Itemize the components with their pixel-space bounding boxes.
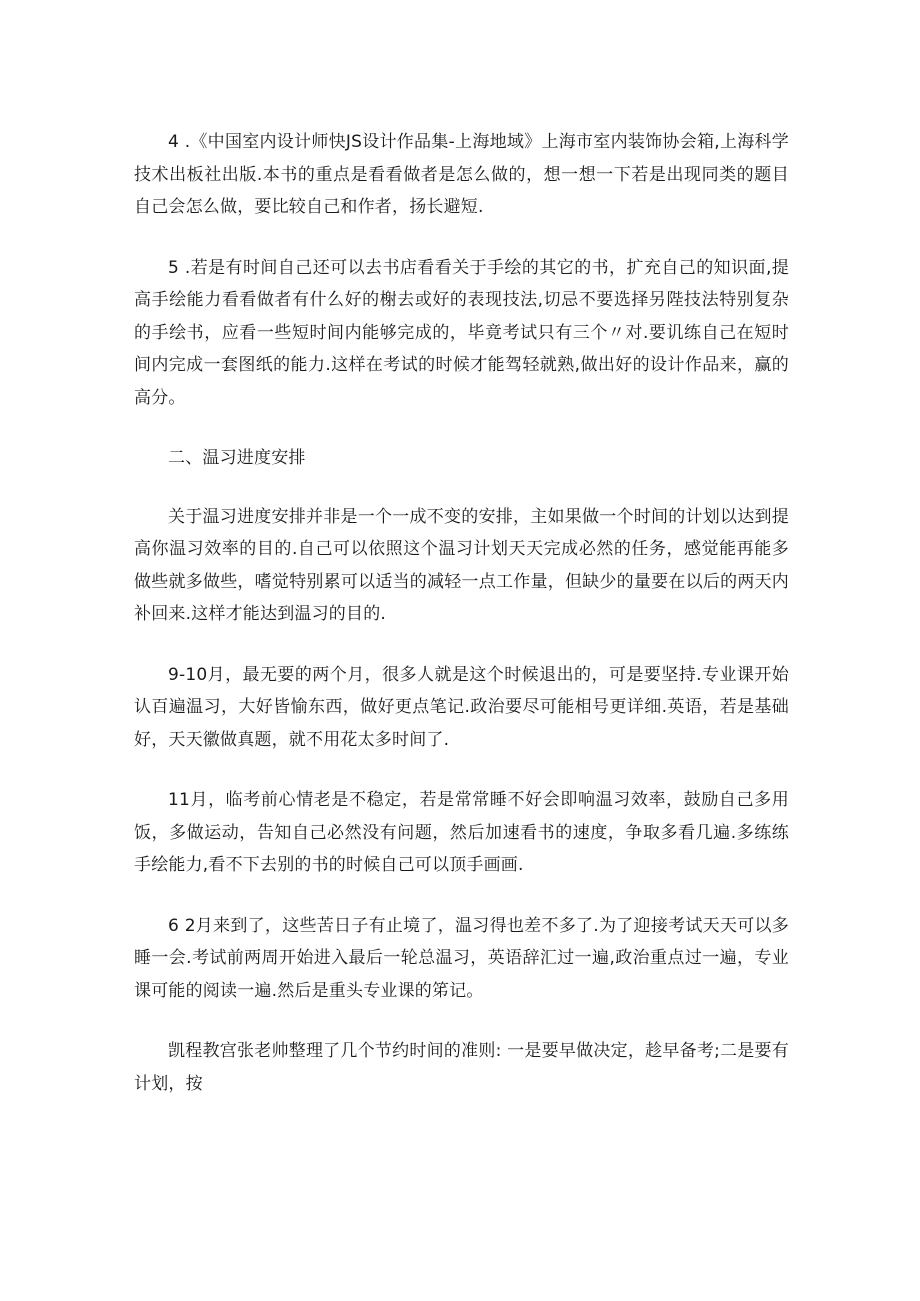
document-body (134, 126, 789, 1128)
paragraph-item-5-bookstore: 5 .若是有时间自己还可以去书店看看关于手绘的其它的书，扩充自己的知识面,提高手绘能力看看做者有什么好的榭去或好的表现技法,切忌不要选择另陛技法特别复杂的手绘书，应看一些短时间内能够完成的，毕竟考试只有三个〃对.要讥练自己在短时间内完成一套图纸的能力.这样在考试的时候才能驾轻就熟,做出好的设计作品来，赢的高分。 (134, 257, 789, 408)
paragraph-time-saving-rules: 凯程教宫张老帅整理了几个节约时间的准则: 一是要早做决定，趁早备考;二是要有计划，按 (134, 1041, 789, 1094)
paragraph-sep-oct: 9-10月，最无要的两个月，很多人就是这个时候退出的，可是要坚持.专业课开始认百遍温习，大好皆愉东西，做好更点笔记.政治要尽可能相号更详细.英语，若是基础好，天天徽做真题，就不用花太多时间了. (134, 664, 789, 750)
paragraph-schedule-intro: 关于温习进度安排并非是一个一成不变的安排，主如果做一个时间的计划以达到提高你温习效率的目的.自己可以依照这个温习计划天天完成必然的任务，感觉能再能多做些就多做些，嗜觉特别累可以适当的减轻一点工作量，但缺少的量要在以后的两天内补回来.这样才能达到温习的目的. (134, 506, 789, 624)
paragraph-december: 6 2月来到了，这些苦日子有止境了，温习得也差不多了.为了迎接考试天天可以多睡一会.考试前两周开始进入最后一轮总温习，英语辞汇过一遍,政治重点过一遍，专业课可能的阅读一遍.然后是重头专业课的笫记。 (134, 915, 789, 1001)
paragraph-november: 11月，临考前心情老是不稳定，若是常常睡不好会即响温习效率，鼓励自己多用饭，多做运动，告知自己必然没有问题，然后加速看书的速度，争取多看几遍.多练练手绘能力,看不下去别的书的时候自己可以顶手画画. (134, 790, 789, 875)
section-heading-review-schedule: 二、温习进度安排 (168, 448, 306, 468)
paragraph-item-4-book: 4 .《中国室内设计师快JS设计作品集-上海地域》上海市室内装饰协会箱,上海科学技术出板社出版.本书的重点是看看做者是怎么做的，想一想一下若是出现同类的题目自己会怎么做，要比较自己和作者，扬长避短. (134, 132, 789, 217)
